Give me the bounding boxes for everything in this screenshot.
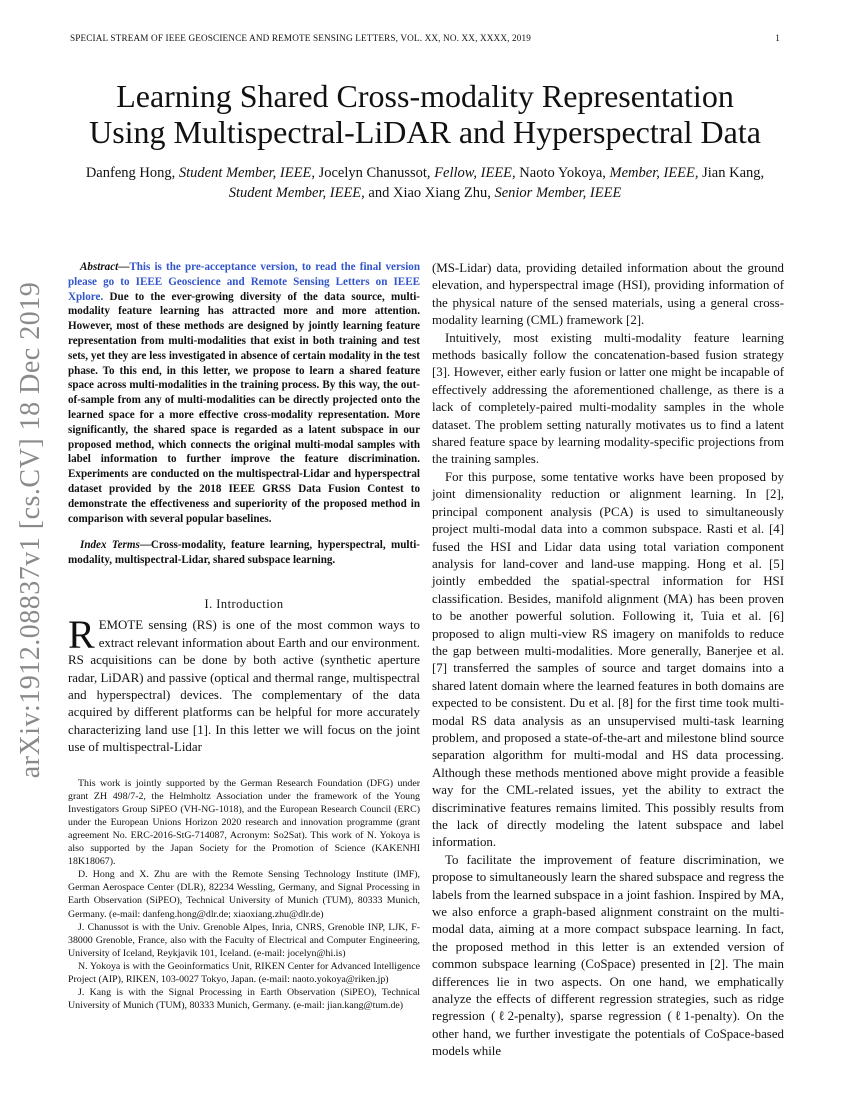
- body-paragraph: (MS-Lidar) data, providing detailed information about the ground elevation, and hyperspectral image (HSI), providing information of the physical nature of the sensed materials, using a general cross-modality learning (CML) framework [2].: [432, 261, 784, 328]
- abstract-dash: —: [118, 261, 130, 273]
- arxiv-stamp-text: arXiv:1912.08837v1 [cs.CV] 18 Dec 2019: [15, 281, 46, 779]
- index-terms-label: Index Terms: [80, 539, 140, 552]
- footnote-kang: J. Kang is with the Signal Processing in Earth Observation (SiPEO), Technical University of Munich (TUM), 80333 Munich, Germany. (e-mail: jian.kang@tum.de): [68, 987, 420, 1012]
- intro-paragraph: [68, 612, 420, 756]
- author-name: Danfeng Hong,: [85, 165, 179, 181]
- author-list: [80, 163, 770, 203]
- author-role: Student Member, IEEE,: [228, 185, 365, 201]
- page-number: 1: [775, 33, 780, 43]
- author-role: Member, IEEE,: [609, 165, 699, 181]
- body-paragraph: Intuitively, most existing multi-modality feature learning methods basically follow the concatenation-based fusion strategy [3]. However, either early fusion or latter one might be incapable of effectively addressing the aforementioned challenge, as there is a lack of completely-paired multi-modality samples in the whole dataset. The problem setting naturally motivates us to find a latent shared feature space by learning modality-specific projections from the training samples.: [432, 330, 784, 467]
- drop-cap: R: [68, 612, 95, 658]
- footnote-hong-zhu: D. Hong and X. Zhu are with the Remote Sensing Technology Institute (IMF), German Aerospace Center (DLR), 82234 Wessling, Germany, and Signal Processing in Earth Observation (SiPEO), Technical University of Munich (TUM), 80333 Munich, Germany. (e-mail: danfeng.hong@dlr.de; xiaoxiang.zhu@dlr.de): [68, 869, 420, 920]
- section-heading-introduction: I. Introduction: [204, 596, 284, 611]
- abstract-label: Abstract: [80, 261, 119, 273]
- author-name: Naoto Yokoya,: [515, 165, 610, 181]
- author-role: Fellow, IEEE,: [434, 165, 516, 181]
- journal-name: SPECIAL STREAM OF IEEE GEOSCIENCE AND REMOTE SENSING LETTERS, VOL. XX, NO. XX, XXXX, 2019: [70, 33, 531, 43]
- author-name: Jian Kang,: [698, 165, 765, 181]
- right-column: [432, 260, 784, 1061]
- preacceptance-notice: This is the pre-acceptance version, to read the final version please go to IEEE Geoscience and Remote Sensing Letters on IEEE Xplore.: [68, 261, 420, 303]
- abstract: [68, 260, 420, 526]
- footnote-funding: This work is jointly supported by the German Research Foundation (DFG) under grant ZH 498/7-2, the Helmholtz Association under the framework of the Young Investigators Group SiPEO (VH-NG-1018), and the European Research Council (ERC) under the European Unions Horizon 2020 research and innovation programme (grant agreement No. ERC-2016-StG-714087, Acronym: So2Sat). This work of N. Yokoya is also supported by the Japan Society for the Promotion of Science (KAKENHI 18K18067).: [68, 777, 420, 868]
- title-line-2: Using Multispectral-LiDAR and Hyperspectral Data: [89, 114, 761, 150]
- abstract-text: Due to the ever-growing diversity of the data source, multi-modality feature learning has attracted more and more attention. However, most of these methods are designed by jointly learning feature representation from multi-modalities that exist in both training and test sets, yet they are less investigated in absence of certain modality in the test phase. To this end, in this letter, we propose to learn a shared feature space across multi-modalities in the training process. By this way, the out-of-sample from any of multi-modalities can be directly projected onto the learned space for a more effective cross-modality representation. More significantly, the shared space is regarded as a latent subspace in our proposed method, which connects the original multi-modal samples with label information to further improve the feature discrimination. Experiments are conducted on the multispectral-Lidar and hyperspectral dataset provided by the 2018 IEEE GRSS Data Fusion Contest to demonstrate the effectiveness and superiority of the proposed method in comparison with several popular baselines.: [68, 290, 420, 525]
- arxiv-stamp: [6, 281, 56, 779]
- author-role: Senior Member, IEEE: [494, 185, 622, 201]
- intro-text: EMOTE sensing (RS) is one of the most common ways to extract relevant information about Earth and our environment. RS acquisitions can be done by both active (synthetic aperture radar, LiDAR) and passive (optical and thermal range, multispectral and hyperspectral) devices. The complementary of the data acquired by different platforms can be helpful for more accurately characterizing land use [1]. In this letter we will focus on the joint use of multispectral-Lidar: [68, 618, 420, 755]
- author-role: Student Member, IEEE,: [178, 165, 315, 181]
- index-terms: [68, 538, 420, 568]
- author-name: Jocelyn Chanussot,: [314, 165, 435, 181]
- footnote-yokoya: N. Yokoya is with the Geoinformatics Unit, RIKEN Center for Advanced Intelligence Project (AIP), RIKEN, 103-0027 Tokyo, Japan. (e-mail: naoto.yokoya@riken.jp): [68, 960, 420, 985]
- body-paragraph: For this purpose, some tentative works have been proposed by joint dimensionality reduction or alignment learning. In [2], principal component analysis (PCA) is used to simultaneously project multi-modal data into a common subspace. Rasti et al. [4] fused the HSI and Lidar data using total variation component analysis for land-cover and land-use mapping. Hong et al. [5] jointly embedded the spatial-spectral information for HSI classification. Besides, manifold alignment (MA) has been proven to be another powerful solution. Following it, Tuia et al. [6] proposed to align multi-view RS imagery on manifolds to reduce the gap between multi-modalities. More generally, Banerjee et al. [7] transferred the samples of source and target domains into a shared latent domain where the learned features in both domains are expected to be consistent. Du et al. [8] for the first time took multi-modal RS data analysis as an unsupervised multi-task learning problem, and proposed a state-of-the-art and milestone blind source separation algorithm for multi-modal and HS data processing. Although these methods mentioned above might provide a feasible way for the CML-related issues, yet the ability to extract the discriminative features remains limited. This possibly results from the lack of directly modeling the latent subspace and label information.: [432, 469, 784, 850]
- body-paragraph: To facilitate the improvement of feature discrimination, we propose to simultaneously learn the shared subspace and regress the labels from the learned subspace in a joint fashion. Inspired by MA, we also enforce a graph-based alignment constraint on the multi-modal data, aiming at a more compact subspace learning. In fact, the proposed method in this letter is an extended version of common subspace learning (CoSpace) presented in [2]. The main differences lie in two aspects. On one hand, we emphatically analyze the effects of different regression strategies, such as ridge regression (ℓ2-penalty), sparse regression (ℓ1-penalty). On the other hand, we further investigate the potentials of CoSpace-based models while: [432, 852, 784, 1059]
- paper-title: [50, 78, 800, 150]
- footnote-chanussot: J. Chanussot is with the Univ. Grenoble Alpes, Inria, CNRS, Grenoble INP, LJK, F-38000 Grenoble, France, also with the Faculty of Electrical and Computer Engineering, University of Iceland, Reykjavik 101, Iceland. (e-mail: jocelyn@hi.is): [68, 921, 420, 959]
- index-terms-text: —Cross-modality, feature learning, hyperspectral, multi-modality, multispectral-Lidar, shared subspace learning.: [68, 539, 420, 567]
- title-line-1: Learning Shared Cross-modality Representation: [116, 78, 734, 114]
- footnotes: [68, 777, 420, 1013]
- author-name: and Xiao Xiang Zhu,: [364, 185, 495, 201]
- running-header: [70, 33, 780, 43]
- left-column: [68, 260, 420, 1012]
